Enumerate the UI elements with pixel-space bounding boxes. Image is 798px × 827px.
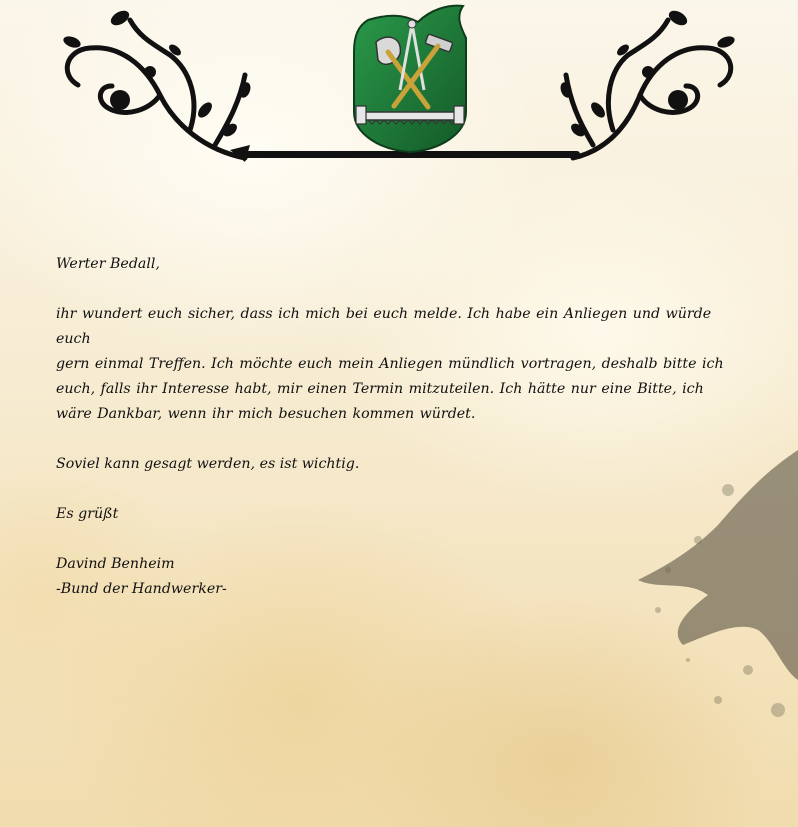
letter-body [56,252,746,602]
note-line: Soviel kann gesagt werden, es ist wichtig. [56,456,360,472]
body-line-3: euch, falls ihr Interesse habt, mir einen Termin mitzuteilen. Ich hätte nur eine Bitte, ich [56,381,704,397]
crest-icon [348,2,472,154]
body-line-1: ihr wundert euch sicher, dass ich mich bei euch melde. Ich habe ein Anliegen und würde euch [56,306,712,347]
closing-line: Es grüßt [56,506,119,522]
signature-name: Davind Benheim [56,556,175,572]
body-line-2: gern einmal Treffen. Ich möchte euch mein Anliegen mündlich vortragen, deshalb bitte ich [56,356,724,372]
body-line-4: wäre Dankbar, wenn ihr mich besuchen kommen würdet. [56,406,476,422]
greeting: Werter Bedall, [56,256,160,272]
signature-org: -Bund der Handwerker- [56,581,227,597]
right-flourish-icon [566,20,731,158]
left-flourish-icon [67,20,245,158]
